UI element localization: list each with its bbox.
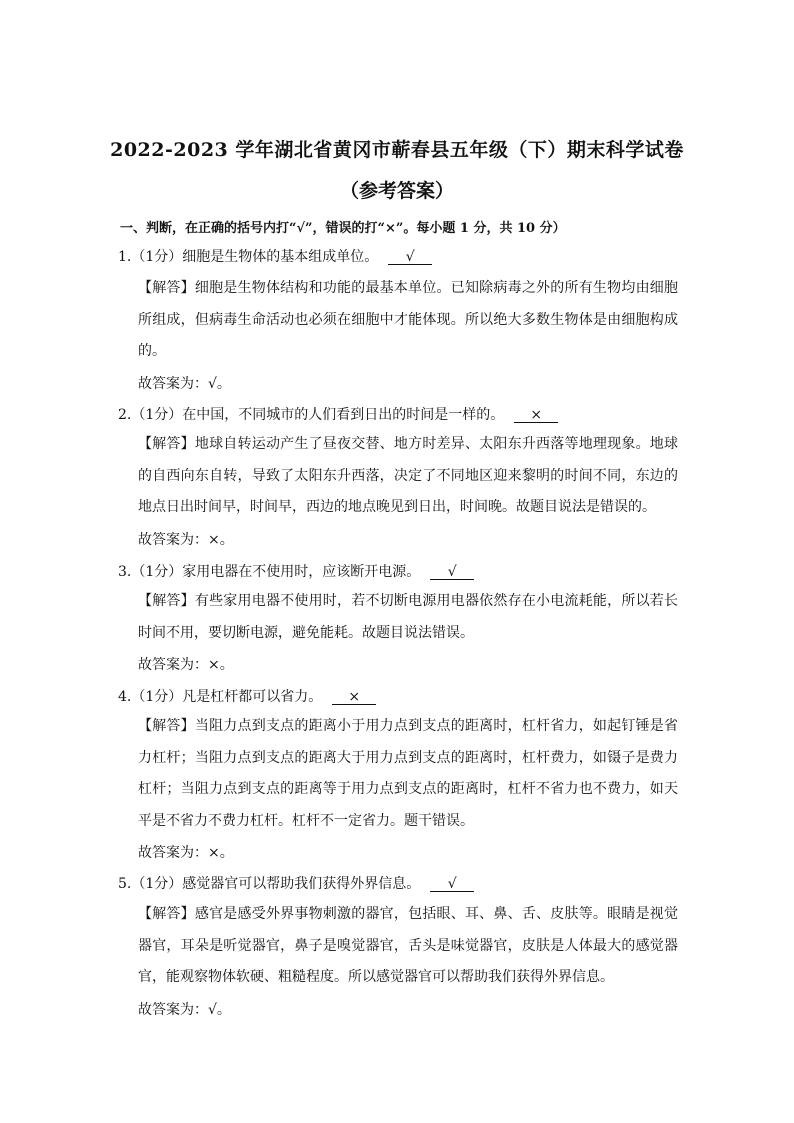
section-heading: 一、判断，在正确的括号内打“√”，错误的打“×”。每小题 1 分，共 10 分） xyxy=(120,221,566,236)
analysis-2: 【解答】地球自转运动产生了昼夜交替、地方时差异、太阳东升西落等地理现象。地球的自西向东自转，导致了太阳东升西落，决定了不同地区迎来黎明的时间不同，东边的地点日出时间早，时间早，西边的地点晚见到日出，时间晚。故题目说法是错误的。 xyxy=(138,436,678,515)
question-2 xyxy=(118,404,558,424)
analysis-5: 【解答】感官是感受外界事物刺激的器官，包括眼、耳、鼻、舌、皮肤等。眼睛是视觉器官，耳朵是听觉器官，鼻子是嗅觉器官，舌头是味觉器官，皮肤是人体最大的感觉器官，能观察物体软硬、粗糙程度。所以感觉器官可以帮助我们获得外界信息。 xyxy=(138,906,678,985)
final-answer-1: 故答案为：√。 xyxy=(138,376,231,392)
question-1 xyxy=(118,246,432,266)
question-3 xyxy=(118,561,474,581)
question-5 xyxy=(118,873,474,893)
final-answer-5: 故答案为：√。 xyxy=(138,1002,231,1018)
answer-blank: √ xyxy=(430,565,474,580)
question-text: 3.（1分）家用电器在不使用时，应该断开电源。 xyxy=(118,564,421,580)
page-subtitle: （参考答案） xyxy=(339,180,454,202)
page-title: 2022-2023 学年湖北省黄冈市蕲春县五年级（下）期末科学试卷 xyxy=(110,139,684,161)
analysis-1: 【解答】细胞是生物体结构和功能的最基本单位。已知除病毒之外的所有生物均由细胞所组成，但病毒生命活动也必须在细胞中才能体现。所以绝大多数生物体是由细胞构成的。 xyxy=(138,280,678,359)
answer-blank: × xyxy=(332,690,376,705)
final-answer-3: 故答案为：×。 xyxy=(138,657,234,673)
analysis-4: 【解答】当阻力点到支点的距离小于用力点到支点的距离时，杠杆省力，如起钉锤是省力杠杆；当阻力点到支点的距离大于用力点到支点的距离时，杠杆费力，如镊子是费力杠杆；当阻力点到支点的距离等于用力点到支点的距离时，杠杆不省力也不费力，如天平是不省力不费力杠杆。杠杆不一定省力。题干错误。 xyxy=(138,718,678,829)
final-answer-2: 故答案为：×。 xyxy=(138,532,234,548)
analysis-3: 【解答】有些家用电器不使用时，若不切断电源用电器依然存在小电流耗能，所以若长时间不用，要切断电源，避免能耗。故题目说法错误。 xyxy=(138,593,678,641)
answer-blank: × xyxy=(514,408,558,423)
question-text: 1.（1分）细胞是生物体的基本组成单位。 xyxy=(118,249,379,265)
answer-blank: √ xyxy=(430,877,474,892)
answer-blank: √ xyxy=(388,250,432,265)
final-answer-4: 故答案为：×。 xyxy=(138,845,234,861)
question-text: 5.（1分）感觉器官可以帮助我们获得外界信息。 xyxy=(118,876,421,892)
question-text: 2.（1分）在中国，不同城市的人们看到日出的时间是一样的。 xyxy=(118,407,505,423)
question-text: 4.（1分）凡是杠杆都可以省力。 xyxy=(118,689,323,705)
question-4 xyxy=(118,686,376,706)
